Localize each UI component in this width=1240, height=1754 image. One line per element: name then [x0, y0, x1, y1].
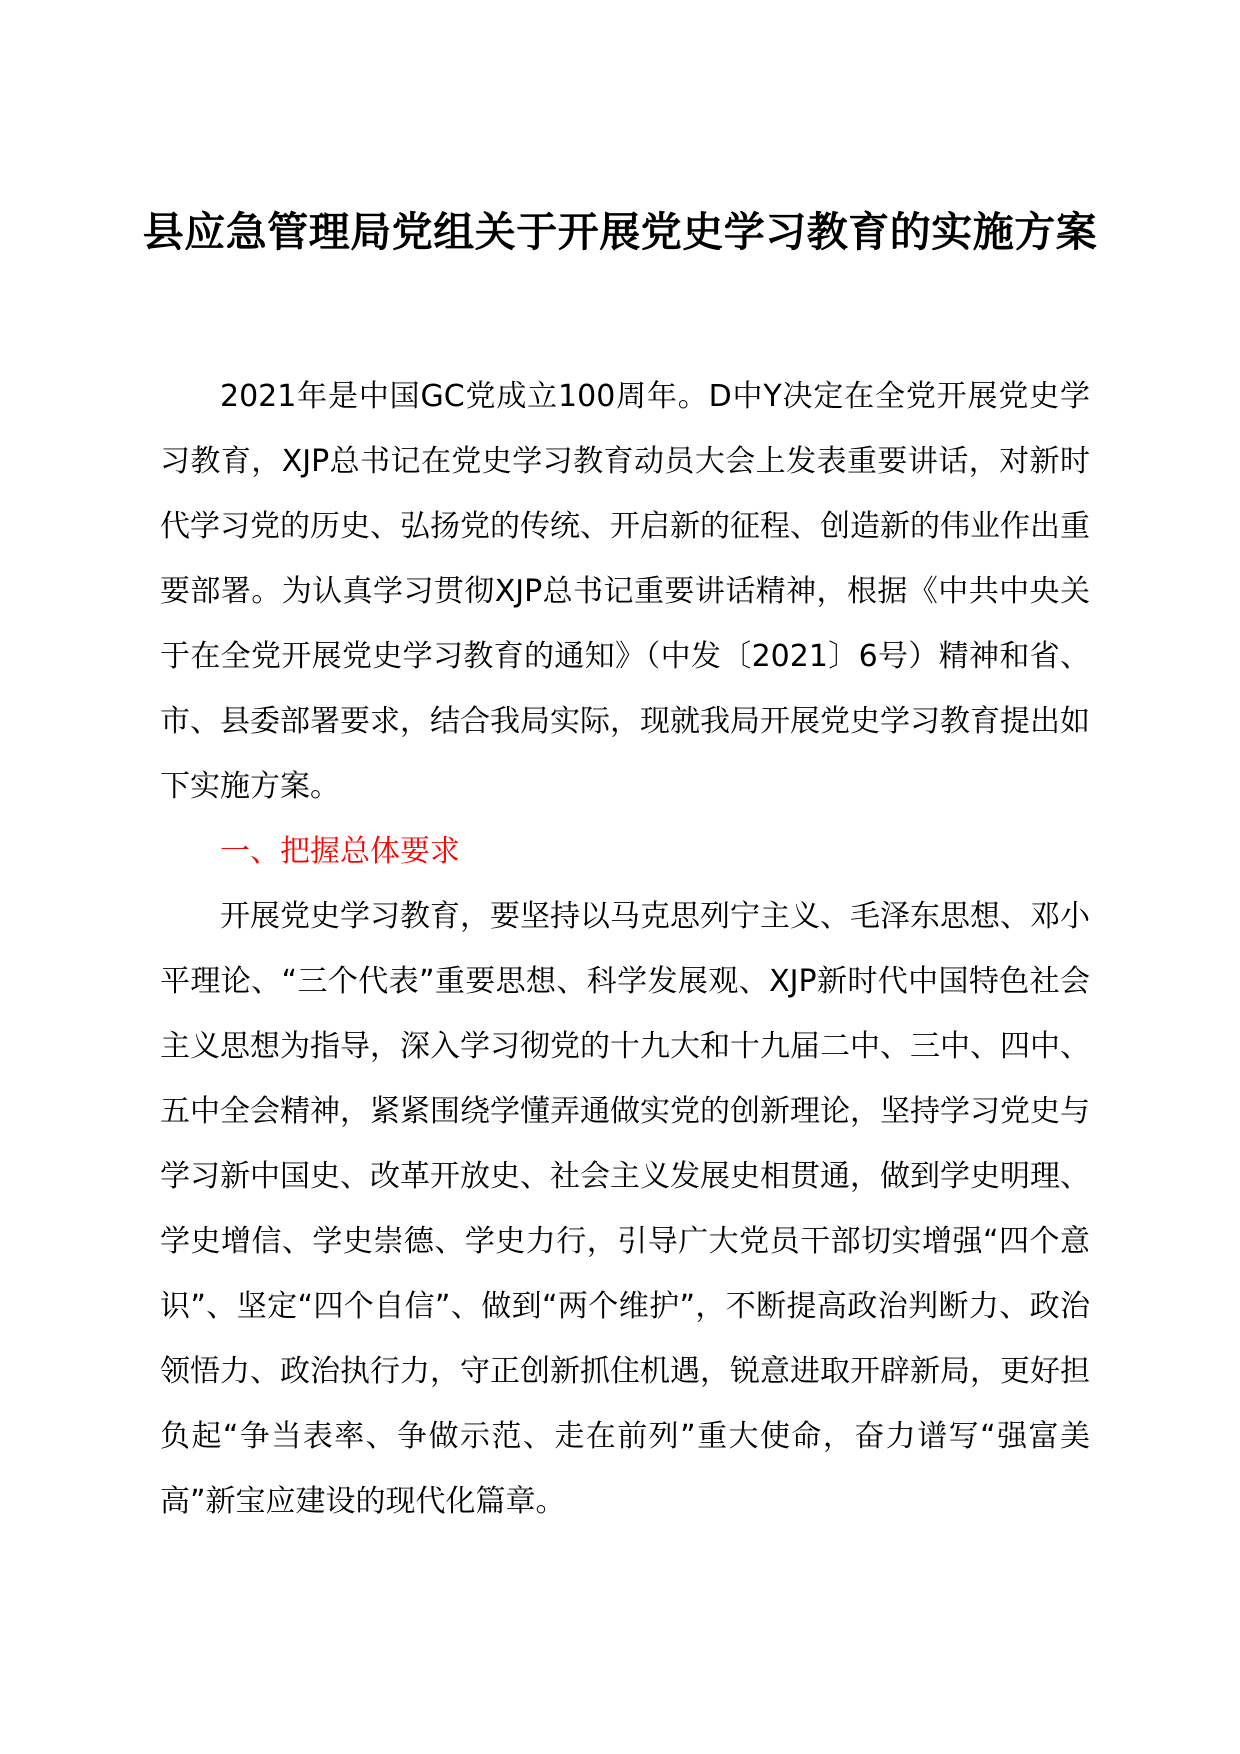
intro-paragraph: 2021年是中国GC党成立100周年。D中Y决定在全党开展党史学习教育，XJP总书记在党史学习教育动员大会上发表重要讲话，对新时代学习党的历史、弘扬党的传统、开启新的征程、创造新的伟业作出重要部署。为认真学习贯彻XJP总书记重要讲话精神，根据《中共中央关于在全党开展党史学习教育的通知》（中发〔2021〕6号）精神和省、市、县委部署要求，结合我局实际，现就我局开展党史学习教育提出如下实施方案。: [160, 379, 1090, 804]
section-heading: 一、把握总体要求: [220, 834, 460, 869]
document-title: 县应急管理局党组关于开展党史学习教育的实施方案: [142, 208, 1098, 256]
section-paragraph: 开展党史学习教育，要坚持以马克思列宁主义、毛泽东思想、邓小平理论、“三个代表”重要思想、科学发展观、XJP新时代中国特色社会主义思想为指导，深入学习彻党的十九大和十九届二中、三中、四中、五中全会精神，紧紧围绕学懂弄通做实党的创新理论，坚持学习党史与学习新中国史、改革开放史、社会主义发展史相贯通，做到学史明理、学史增信、学史崇德、学史力行，引导广大党员干部切实增强“四个意识”、坚定“四个自信”、做到“两个维护”，不断提高政治判断力、政治领悟力、政治执行力，守正创新抓住机遇，锐意进取开辟新局，更好担负起“争当表率、争做示范、走在前列”重大使命，奋力谱写“强富美高”新宝应建设的现代化篇章。: [160, 899, 1090, 1519]
document-body: [160, 364, 1090, 1534]
